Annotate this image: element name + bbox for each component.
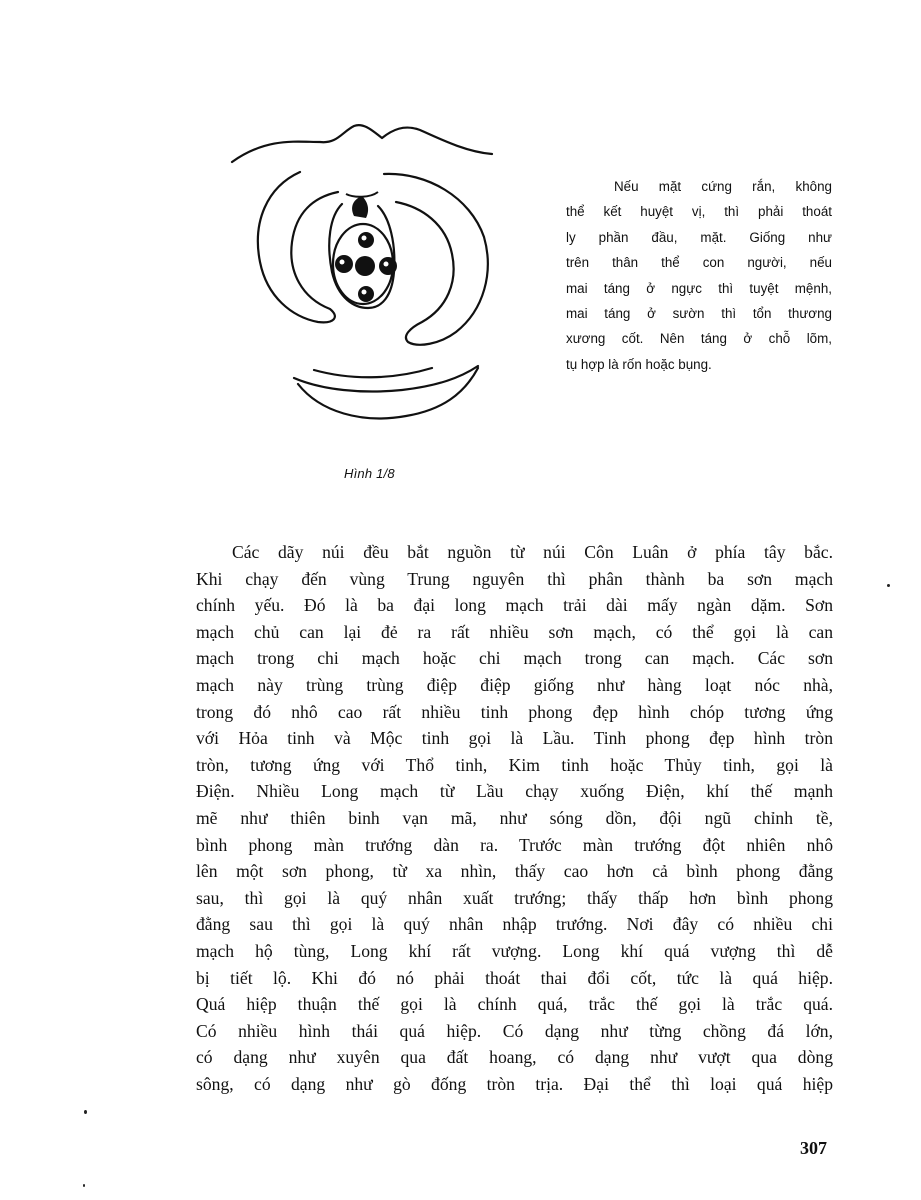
side-note-line: thể kết huyệt vị, thì phải thoát [566, 204, 832, 220]
scan-speck [84, 1110, 87, 1114]
burial-terrain-diagram-icon [222, 112, 512, 442]
scan-speck [83, 1184, 85, 1187]
body-line: Có nhiều hình thái quá hiệp. Có dạng như từng chồng đá lớn, [196, 1020, 833, 1041]
body-line: mạch này trùng trùng điệp điệp giống như hàng loạt nóc nhà, [196, 674, 833, 695]
body-line: Các dãy núi đều bắt nguồn từ núi Côn Luân ở phía tây bắc. [232, 542, 833, 562]
body-line: trong đó nhô cao rất nhiều tinh phong đẹp hình chóp tương ứng [196, 701, 833, 722]
body-line: sau, thì gọi là quý nhân xuất trướng; thấy thấp hơn bình phong [196, 887, 833, 908]
figure-1-8 [222, 112, 512, 442]
side-note-line: mai táng ở ngực thì tuyệt mệnh, [566, 280, 832, 296]
body-paragraph [196, 539, 833, 1097]
scan-speck [887, 584, 890, 587]
side-note [566, 174, 832, 377]
side-note-line: ly phần đầu, mặt. Giống như [566, 229, 832, 245]
body-line: Quá hiệp thuận thế gọi là chính quá, trắc thế gọi là trắc quá. [196, 994, 833, 1015]
body-line: Điện. Nhiều Long mạch từ Lầu chạy xuống Điện, khí thế mạnh [196, 781, 833, 802]
side-note-line: trên thân thể con người, nếu [566, 255, 832, 271]
page-number: 307 [800, 1138, 827, 1158]
side-note-line: xương cốt. Nên táng ở chỗ lõm, [566, 331, 832, 347]
body-line: mạch trong chi mạch hoặc chi mạch trong can mạch. Các sơn [196, 648, 833, 669]
body-line: chính yếu. Đó là ba đại long mạch trải dài mấy ngàn dặm. Sơn [196, 595, 833, 616]
body-line: mẽ như thiên binh vạn mã, như sóng dồn, đội ngũ chỉnh tề, [196, 807, 833, 828]
body-line: với Hỏa tinh và Mộc tinh gọi là Lầu. Tinh phong đẹp hình tròn [196, 728, 833, 749]
body-line: bị tiết lộ. Khi đó nó phải thoát thai đổi cốt, tức là quá hiệp. [196, 967, 833, 988]
body-line: bình phong màn trướng dàn ra. Trước màn trướng đột nhiên nhô [196, 834, 833, 855]
body-line: mạch hộ tùng, Long khí rất vượng. Long khí quá vượng thì dễ [196, 940, 833, 961]
body-line: đằng sau thì gọi là quý nhân nhập trướng. Nơi đây có nhiều chi [196, 914, 833, 935]
body-line: sông, có dạng như gò đống tròn trịa. Đại thể thì loại quá hiệp [196, 1073, 833, 1094]
side-note-line: Nếu mặt cứng rắn, không [614, 179, 832, 194]
figure-caption: Hình 1/8 [344, 466, 395, 481]
side-note-line: tụ hợp là rốn hoặc bụng. [566, 356, 712, 372]
body-line: Khi chạy đến vùng Trung nguyên thì phân thành ba sơn mạch [196, 568, 833, 589]
side-note-line: mai táng ở sườn thì tổn thương [566, 306, 832, 322]
body-line: mạch chủ can lại đẻ ra rất nhiều sơn mạch, có thể gọi là can [196, 621, 833, 642]
body-line: có dạng như xuyên qua đất hoang, có dạng như vượt qua dòng [196, 1047, 833, 1068]
body-line: tròn, tương ứng với Thổ tinh, Kim tinh hoặc Thủy tinh, gọi là [196, 754, 833, 775]
body-line: lên một sơn phong, từ xa nhìn, thấy cao hơn cả bình phong đằng [196, 861, 833, 882]
